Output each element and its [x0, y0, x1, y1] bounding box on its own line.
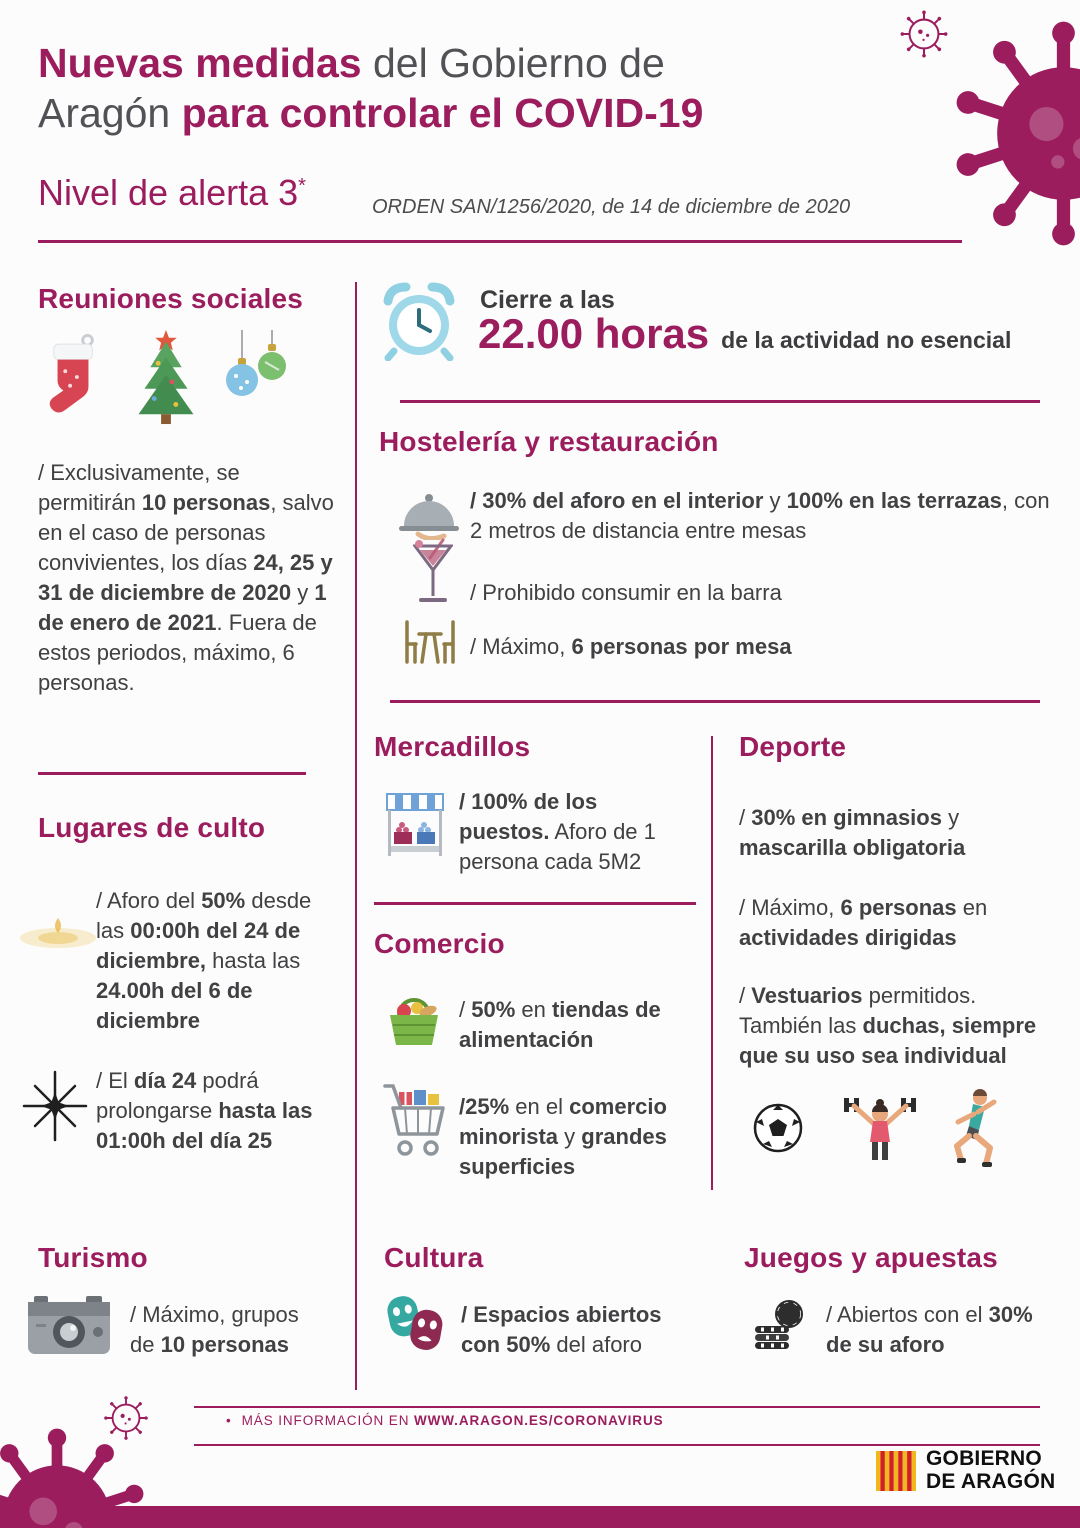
comercio-item-2: /25% en el comercio minorista y grandes superficies [459, 1094, 667, 1179]
footer-divider-bottom [194, 1444, 1040, 1446]
mercadillos-title: Mercadillos [374, 731, 531, 762]
virus-outline-icon [896, 6, 952, 62]
title-accent-2: para controlar el COVID-19 [181, 90, 704, 136]
hosteleria-item-2: / Prohibido consumir en la barra [470, 580, 782, 605]
market-stall-icon [383, 790, 447, 862]
divider-left-column [355, 282, 357, 1390]
star-icon [20, 1070, 90, 1142]
table-chairs-icon [399, 620, 461, 666]
footer-divider-top [194, 1406, 1040, 1408]
juegos-text: / Abiertos con el 30% de su aforo [826, 1302, 1033, 1357]
hosteleria-item-3: / Máximo, 6 personas por mesa [470, 634, 792, 659]
closure-lead: Cierre a las [480, 286, 615, 314]
header-divider [38, 240, 962, 243]
title-accent-1: Nuevas medidas [38, 40, 362, 86]
cocktail-icon [413, 538, 453, 608]
footer-info [226, 1413, 664, 1428]
virus-icon [946, 16, 1080, 251]
title-rest-2: Aragón [38, 90, 182, 136]
logo-line-1: GOBIERNO [926, 1447, 1042, 1470]
cultura-title: Cultura [384, 1242, 484, 1273]
ornaments-icon [220, 330, 292, 425]
shopping-cart-icon [381, 1082, 447, 1162]
weightlifting-icon [842, 1092, 918, 1164]
deporte-item-2: / Máximo, 6 personas en actividades dirigidas [739, 895, 988, 950]
turismo-title: Turismo [38, 1242, 148, 1273]
bottom-accent-bar [0, 1506, 1080, 1528]
candle-icon [18, 908, 98, 960]
gobierno-aragon-logo [876, 1448, 1055, 1493]
footer-info-text [242, 1413, 664, 1428]
camera-icon [26, 1294, 112, 1356]
hosteleria-item-1: / 30% del aforo en el interior y 100% en las terrazas, con 2 metros de distancia entre mesas [470, 488, 1050, 543]
reuniones-title: Reuniones sociales [38, 283, 304, 314]
running-icon [946, 1088, 1004, 1168]
mercadillos-text: / 100% de los puestos. Aforo de 1 persona cada 5M2 [459, 789, 656, 874]
divider-mercadillos [374, 902, 696, 905]
footer-bullet: • [226, 1413, 232, 1428]
footer-info-prefix: MÁS INFORMACIÓN EN [241, 1413, 414, 1428]
divider-reuniones [38, 772, 306, 775]
page-title [38, 38, 898, 138]
comercio-item-1: / 50% en tiendas de alimentación [459, 997, 661, 1052]
title-line-2 [38, 88, 898, 138]
divider-center-column [711, 736, 713, 1190]
culto-item-1: / Aforo del 50% desde las 00:00h del 24 de diciembre, hasta las 24.00h del 6 de diciembre [96, 888, 312, 1033]
title-line-1 [38, 38, 898, 88]
divider-hosteleria [390, 700, 1040, 703]
logo-line-2: DE ARAGÓN [926, 1469, 1056, 1493]
poker-chips-icon [751, 1296, 805, 1352]
closure-rest: de la actividad no esencial [721, 327, 1012, 353]
soccer-ball-icon [752, 1102, 804, 1154]
aragon-flag-icon [876, 1451, 916, 1491]
alarm-clock-icon [382, 281, 456, 361]
juegos-title: Juegos y apuestas [744, 1242, 998, 1273]
closure-time: 22.00 horas [478, 310, 710, 357]
food-basket-icon [384, 985, 444, 1049]
reuniones-text: / Exclusivamente, se permitirán 10 personas, salvo en el caso de personas convivientes, los días 24, 25 y 31 de diciembre de 2020 y 1 de enero de 2021. Fuera de estos periodos, máximo, 6 personas. [38, 460, 334, 695]
footer-info-url[interactable]: WWW.ARAGON.ES/CORONAVIRUS [414, 1413, 664, 1428]
alert-level [38, 172, 306, 214]
christmas-tree-icon [126, 328, 206, 426]
alert-level-text: Nivel de alerta 3 [38, 172, 299, 213]
closure-row [478, 310, 1011, 358]
logo-text [926, 1448, 1055, 1493]
hosteleria-title: Hostelería y restauración [379, 426, 719, 457]
deporte-title: Deporte [739, 731, 847, 762]
title-rest-1: del Gobierno de [361, 40, 665, 86]
alert-asterisk: * [298, 175, 306, 197]
theater-masks-icon [383, 1292, 447, 1356]
culto-item-2: / El día 24 podrá prolongarse hasta las 01:00h del día 25 [96, 1068, 313, 1153]
turismo-text: / Máximo, grupos de 10 personas [130, 1302, 299, 1357]
comercio-title: Comercio [374, 928, 505, 959]
divider-closure [400, 400, 1040, 403]
order-reference: ORDEN SAN/1256/2020, de 14 de diciembre de 2020 [372, 196, 851, 218]
deporte-item-3: / Vestuarios permitidos. También las duchas, siempre que su uso sea individual [739, 983, 1037, 1068]
serving-cloche-icon [398, 490, 460, 540]
christmas-stocking-icon [44, 332, 102, 422]
virus-icon-footer [0, 1424, 152, 1528]
deporte-item-1: / 30% en gimnasios y mascarilla obligatoria [739, 805, 966, 860]
culto-title: Lugares de culto [38, 812, 266, 843]
cultura-text: / Espacios abiertos con 50% del aforo [461, 1302, 662, 1357]
